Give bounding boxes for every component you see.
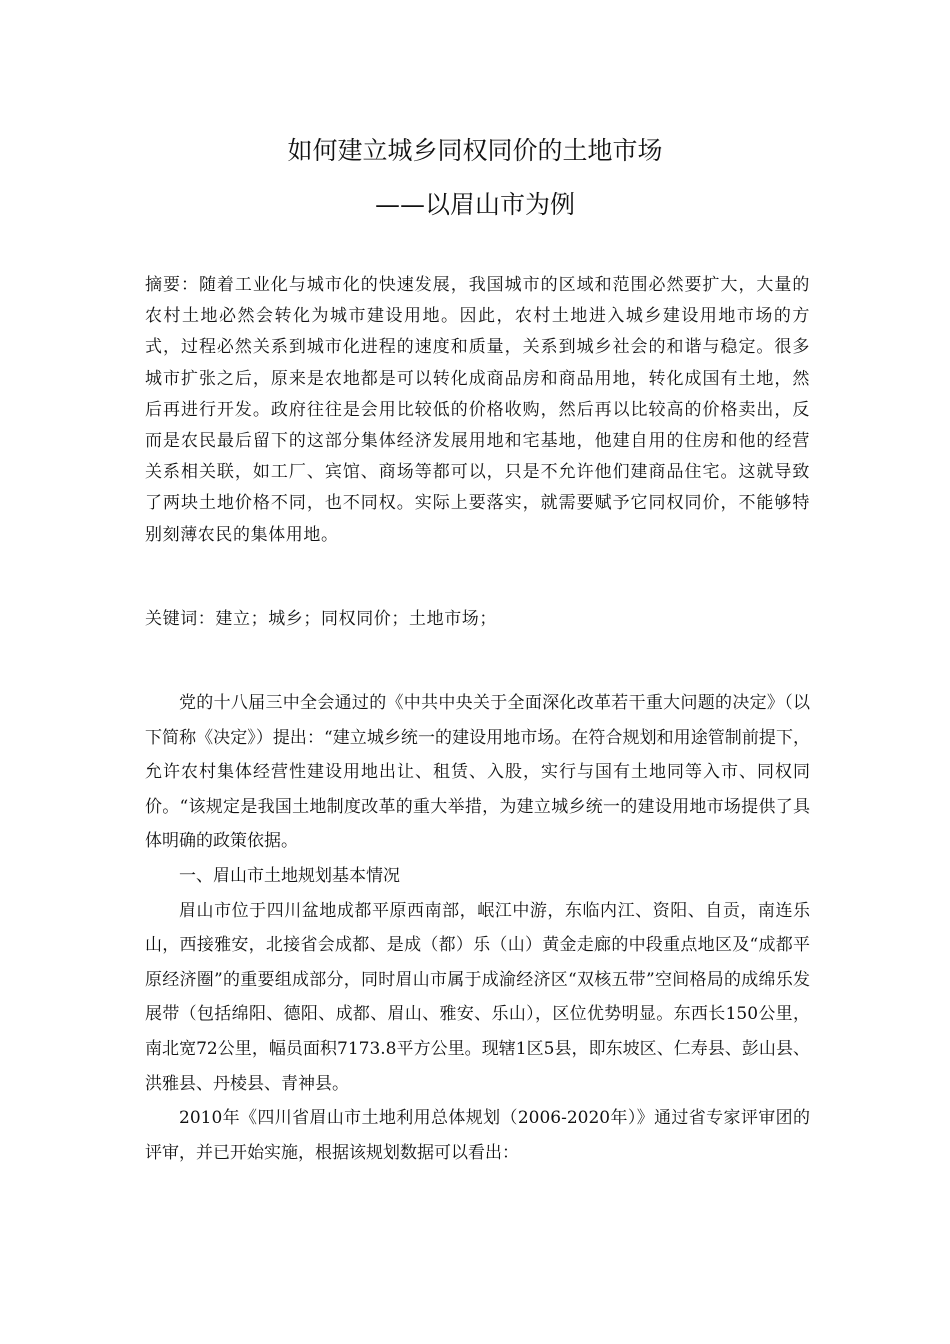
page-subtitle: ——以眉山市为例 — [374, 190, 575, 219]
abstract: 摘要：随着工业化与城市化的快速发展，我国城市的区域和范围必然要扩大，大量的农村土地必然会转化为城市建设用地。因此，农村土地进入城乡建设用地市场的方式，过程必然关系到城市化进程的速度和质量，关系到城乡社会的和谐与稳定。很多城市扩张之后，原来是农地都是可以转化成商品房和商品用地，转化成国有土地，然后再进行开发。政府往往是会用比较低的价格收购，然后再以比较高的价格卖出，反而是农民最后留下的这部分集体经济发展用地和宅基地，他建自用的住房和他的经营关系相关联，如工厂、宾馆、商场等都可以，只是不允许他们建商品住宅。这就导致了两块土地价格不同，也不同权。实际上要落实，就需要赋予它同权同价，不能够特别刻薄农民的集体用地。 — [145, 275, 810, 545]
body-paragraph: 党的十八届三中全会通过的《中共中央关于全面深化改革若干重大问题的决定》（以下简称《决定》）提出：“建立城乡统一的建设用地市场。在符合规划和用途管制前提下，允许农村集体经营性建设用地出让、租赁、入股，实行与国有土地同等入市、同权同价。“该规定是我国土地制度改革的重大举措，为建立城乡统一的建设用地市场提供了具体明确的政策依据。 — [145, 693, 810, 852]
keywords: 关键词：建立；城乡；同权同价；土地市场； — [145, 609, 497, 629]
body-paragraph: 2010年《四川省眉山市土地利用总体规划（2006-2020年）》通过省专家评审团的评审，并已开始实施，根据该规划数据可以看出： — [145, 1108, 810, 1163]
page-title: 如何建立城乡同权同价的土地市场 — [287, 136, 663, 165]
body-text — [145, 686, 810, 1170]
body-paragraph: 眉山市位于四川盆地成都平原西南部，岷江中游，东临内江、资阳、自贡，南连乐山，西接雅安，北接省会成都、是成（都）乐（山）黄金走廊的中段重点地区及“成都平原经济圈”的重要组成部分，同时眉山市属于成渝经济区“双核五带”空间格局的成绵乐发展带（包括绵阳、德阳、成都、眉山、雅安、乐山），区位优势明显。东西长150公里，南北宽72公里，幅员面积7173.8平方公里。现辖1区5县，即东坡区、仁寿县、彭山县、洪雅县、丹棱县、青神县。 — [145, 900, 810, 1094]
title-block — [0, 128, 950, 228]
section-heading: 一、眉山市土地规划基本情况 — [179, 865, 400, 886]
